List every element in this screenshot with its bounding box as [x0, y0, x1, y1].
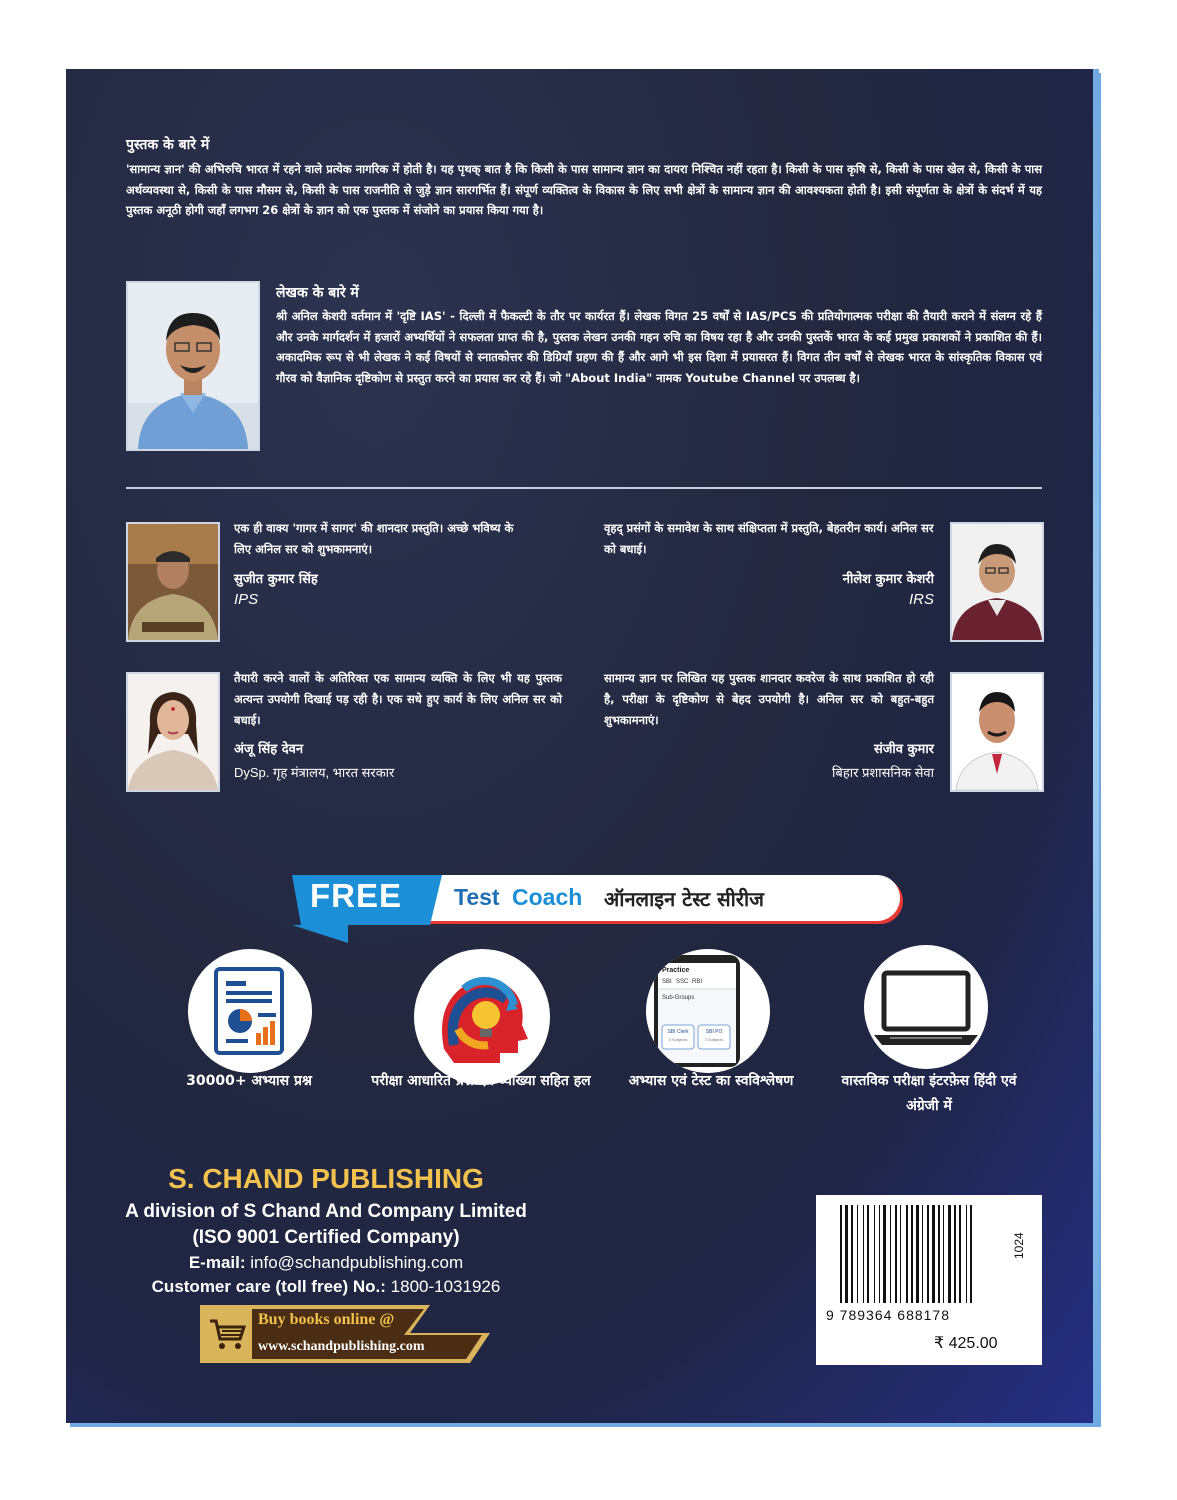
about-book-heading: पुस्तक के बारे में — [126, 137, 210, 153]
testimonial-name-1: सुजीत कुमार सिंह — [234, 572, 318, 587]
back-cover — [66, 69, 1097, 1423]
testimonial-title-3: DySp. गृह मंत्रालय, भारत सरकार — [234, 765, 395, 780]
testimonial-name-4: संजीव कुमार — [874, 742, 934, 757]
laptop-icon — [864, 945, 988, 1069]
about-author-heading: लेखक के बारे में — [276, 285, 359, 301]
publisher-email-row — [106, 1253, 546, 1273]
shopping-cart-icon — [208, 1317, 248, 1353]
feature-label-2: परीक्षा आधारित प्रश्न एवं व्याख्या सहित हल — [371, 1073, 591, 1089]
customer-care-label: Customer care (toll free) No.: — [151, 1277, 386, 1296]
testimonial-photo-1 — [126, 522, 220, 642]
phone-section-label: Sub-Groups — [662, 995, 695, 1001]
isbn-number: 9 789364 688178 — [826, 1307, 950, 1323]
about-book-text: 'सामान्य ज्ञान' की अभिरुचि भारत में रहने वाले प्रत्येक नागरिक में होती है। यह पृथक् बात है कि किसी के पास सामान्य ज्ञान का दायरा निश्चित नहीं रहता है। किसी के पास कृषि से, किसी के पास खेल से, किसी के पास अर्थव्यवस्था से, किसी के पास मौसम से, किसी के पास राजनीति से जुड़े ज्ञान सारगर्भित हैं। संपूर्ण व्यक्तित्व के विकास के लिए सभी क्षेत्रों के सामान्य ज्ञान की आवश्यकता होती है। इसी संपूर्णता के क्षेत्रों के संदर्भ में यह पुस्तक अनूठी होगी जहाँ लगभग 26 क्षेत्रों के ज्ञान को एक पुस्तक में संजोने का प्रयास किया गया है। — [126, 162, 1042, 217]
publisher-division: A division of S Chand And Company Limited — [125, 1201, 527, 1222]
feature-label-4: वास्तविक परीक्षा इंटरफ़ेस हिंदी एवं अंग्रेजी में — [841, 1073, 1017, 1114]
online-test-series-text: ऑनलाइन टेस्ट सीरीज — [604, 887, 764, 911]
feature-label-1: 30000+ अभ्यास प्रश्न — [186, 1073, 312, 1089]
barcode-box — [816, 1195, 1042, 1365]
customer-care-number: 1800-1031926 — [390, 1277, 501, 1296]
barcode-code: 1024 — [1012, 1232, 1026, 1259]
testimonial-quote-4: सामान्य ज्ञान पर लिखित यह पुस्तक शानदार कवरेज के साथ प्रकाशित हो रही है, परीक्षा के दृष्टिकोण से बेहद उपयोगी है। अनिल सर को बहुत-बहुत शुभकामनाएं। — [604, 671, 934, 727]
testcoach-test-text: Test — [454, 884, 500, 910]
barcode-bars — [816, 1195, 1042, 1365]
testimonial-photo-3 — [126, 672, 220, 792]
mobile-app-icon — [646, 949, 770, 1073]
free-label: FREE — [310, 877, 403, 914]
phone-screen-title: Practice — [662, 967, 690, 974]
phone-card-sbi-po-sub: 3 Subjects — [704, 1037, 724, 1042]
publisher-name: S. CHAND PUBLISHING — [168, 1163, 484, 1194]
customer-care-row — [106, 1277, 546, 1297]
buy-online-text: Buy books online @ — [258, 1311, 395, 1328]
free-testcoach-banner — [292, 871, 904, 943]
publisher-iso: (ISO 9001 Certified Company) — [192, 1227, 460, 1248]
section-divider — [126, 487, 1042, 489]
buy-online-url: www.schandpublishing.com — [258, 1339, 425, 1354]
testimonial-title-1: IPS — [234, 591, 259, 608]
phone-card-sbi-po: SBI PO — [705, 1029, 723, 1035]
phone-card-sbi-clerk-sub: 3 Subjects — [668, 1037, 688, 1042]
testimonial-photo-4 — [950, 672, 1044, 792]
report-chart-icon — [188, 949, 312, 1073]
testimonial-quote-3: तैयारी करने वालों के अतिरिक्त एक सामान्य व्यक्ति के लिए भी यह पुस्तक अत्यन्त उपयोगी दिखाई पड़ रही है। एक सधे हुए कार्य के लिए अनिल सर को बधाई। — [234, 671, 562, 727]
testimonial-title-4: बिहार प्रशासनिक सेवा — [832, 765, 934, 780]
testimonial-quote-1: एक ही वाक्य 'गागर में सागर' की शानदार प्रस्तुति। अच्छे भविष्य के लिए अनिल सर को शुभकामनाएं। — [234, 521, 514, 556]
testcoach-coach-text: Coach — [512, 884, 583, 910]
price-label: ₹ 425.00 — [934, 1335, 998, 1352]
testimonial-quote-2: वृहद् प्रसंगों के समावेश के साथ संक्षिप्तता में प्रस्तुति, बेहतरीन कार्य। अनिल सर को बधाई। — [604, 521, 934, 556]
phone-tab-ssc: SSC — [676, 979, 689, 985]
phone-card-sbi-clerk: SBI Clerk — [667, 1029, 689, 1035]
testimonial-name-2: नीलेश कुमार केशरी — [842, 572, 934, 587]
phone-tab-rbi: RBI — [692, 979, 703, 985]
about-author-text: श्री अनिल केशरी वर्तमान में 'दृष्टि IAS' - दिल्ली में फैकल्टी के तौर पर कार्यरत हैं। लेखक विगत 25 वर्षों से IAS/PCS की प्रतियोगात्मक परीक्षा की तैयारी कराने में संलग्न रहे हैं और उनके मार्गदर्शन में हजारों अभ्यर्थियों ने सफलता प्राप्त की है, पुस्तक लेखन उनकी गहन रुचि का विषय रहा है और उनकी पुस्तकें भारत के कई प्रमुख प्रकाशकों ने प्रकाशित की हैं। अकादमिक रूप से भी लेखक ने कई विषयों से स्नातकोत्तर की डिग्रियाँ ग्रहण की हैं और आगे भी इस दिशा में प्रयासरत हैं। विगत तीन वर्षों से लेखक भारत के सांस्कृतिक विकास एवं गौरव को वैज्ञानिक दृष्टिकोण से प्रस्तुत करने का प्रयास कर रहे हैं। जो "About India" नामक Youtube Channel पर उपलब्ध है। — [276, 309, 1042, 385]
cover-spine-edge — [1093, 69, 1099, 1423]
feature-label-3: अभ्यास एवं टेस्ट का स्वविश्लेषण — [628, 1073, 794, 1089]
testimonial-title-2: IRS — [908, 591, 934, 608]
author-photo — [126, 281, 260, 451]
buy-online-link[interactable] — [200, 1305, 490, 1363]
head-idea-icon — [414, 949, 550, 1085]
email-label: E-mail: — [188, 1253, 246, 1272]
testimonial-photo-2 — [950, 522, 1044, 642]
email-link[interactable]: info@schandpublishing.com — [250, 1253, 464, 1272]
testimonial-name-3: अंजू सिंह देवन — [234, 742, 304, 757]
phone-tab-sbi: SBI — [662, 979, 672, 985]
